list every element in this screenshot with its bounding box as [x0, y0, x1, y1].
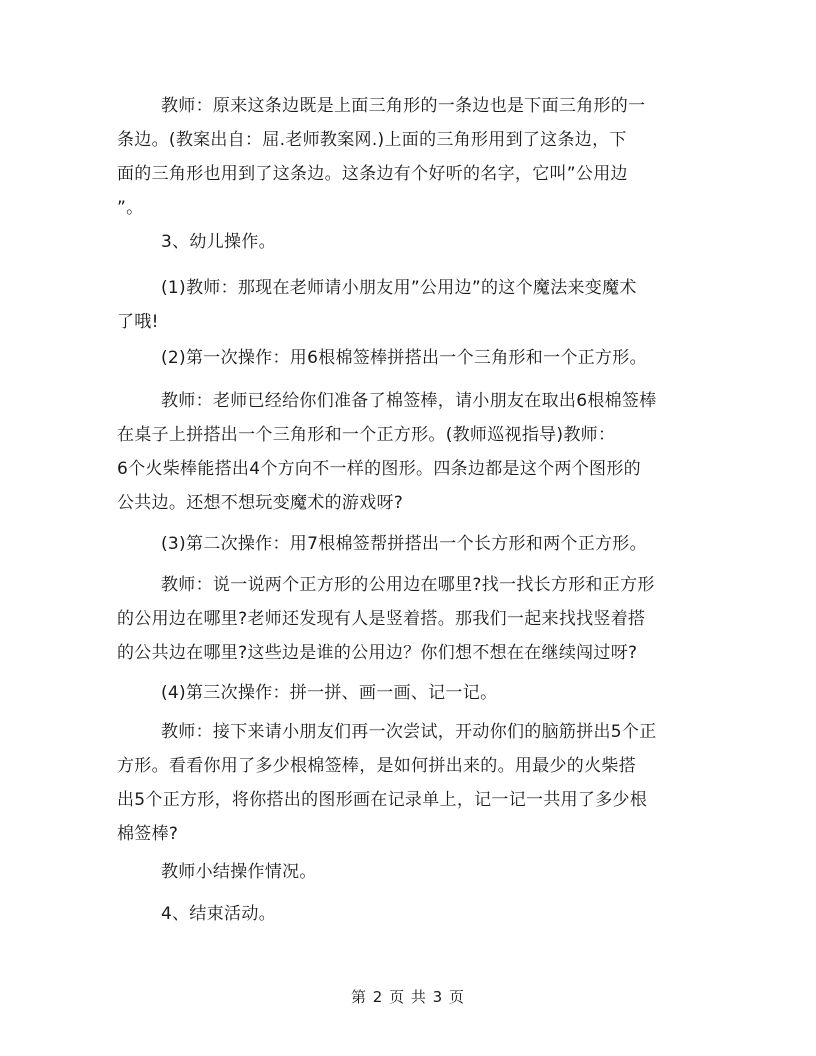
text-line: 6个火柴棒能搭出4个方向不一样的图形。四条边都是这个两个图形的	[117, 459, 641, 479]
text-line: (4)第三次操作：拼一拼、画一画、记一记。	[161, 683, 498, 703]
paragraph-step-3	[117, 527, 699, 561]
paragraph-step-4	[117, 676, 699, 710]
text-line: 的公共边在哪里?这些边是谁的公用边？你们想不想在在继续闯过呀?	[117, 643, 638, 663]
heading-end-activity	[117, 897, 699, 931]
text-line: 条边。(教案出自：屈.老师教案网.)上面的三角形用到了这条边，下	[117, 130, 627, 150]
paragraph-teacher-step-4	[117, 715, 699, 851]
text-line: 棉签棒?	[117, 824, 179, 844]
text-line: 教师：说一说两个正方形的公用边在哪里?找一找长方形和正方形	[161, 575, 655, 595]
text-line: 了哦!	[117, 312, 159, 332]
text-line: 教师：老师已经给你们准备了棉签棒，请小朋友在取出6根棉签棒	[161, 391, 657, 411]
text-line: (2)第一次操作：用6根棉签棒拼搭出一个三角形和一个正方形。	[161, 348, 647, 368]
text-line: 教师：接下来请小朋友们再一次尝试，开动你们的脑筋拼出5个正	[161, 722, 657, 742]
text-line: 在桌子上拼搭出一个三角形和一个正方形。(教师巡视指导)教师：	[117, 425, 616, 445]
text-line: 方形。看看你用了多少根棉签棒，是如何拼出来的。用最少的火柴搭	[117, 756, 636, 776]
paragraph-teacher-shared-edge	[117, 89, 699, 225]
text-line: 教师：原来这条边既是上面三角形的一条边也是下面三角形的一	[161, 96, 646, 116]
text-line: (3)第二次操作：用7根棉签帮拼搭出一个长方形和两个正方形。	[161, 534, 647, 554]
text-line: ”。	[117, 198, 144, 218]
text-line: (1)教师：那现在老师请小朋友用”公用边”的这个魔法来变魔术	[161, 278, 637, 298]
text-line: 的公用边在哪里?老师还发现有人是竖着搭。那我们一起来找找竖着搭	[117, 609, 646, 629]
section-heading: 3、幼儿操作。	[161, 232, 276, 252]
section-heading: 4、结束活动。	[161, 904, 276, 924]
page-number: 第 2 页 共 3 页	[351, 988, 465, 1006]
heading-child-operation	[117, 225, 699, 259]
paragraph-teacher-step-2	[117, 384, 699, 520]
text-line: 公共边。还想不想玩变魔术的游戏呀?	[117, 493, 404, 513]
paragraph-step-2	[117, 341, 699, 375]
paragraph-teacher-summary	[117, 855, 699, 889]
text-line: 出5个正方形，将你搭出的图形画在记录单上，记一记一共用了多少根	[117, 790, 648, 810]
text-line: 教师小结操作情况。	[161, 862, 317, 882]
paragraph-step-1	[117, 271, 699, 339]
text-line: 面的三角形也用到了这条边。这条边有个好听的名字，它叫”公用边	[117, 164, 628, 184]
paragraph-teacher-step-3	[117, 568, 699, 670]
